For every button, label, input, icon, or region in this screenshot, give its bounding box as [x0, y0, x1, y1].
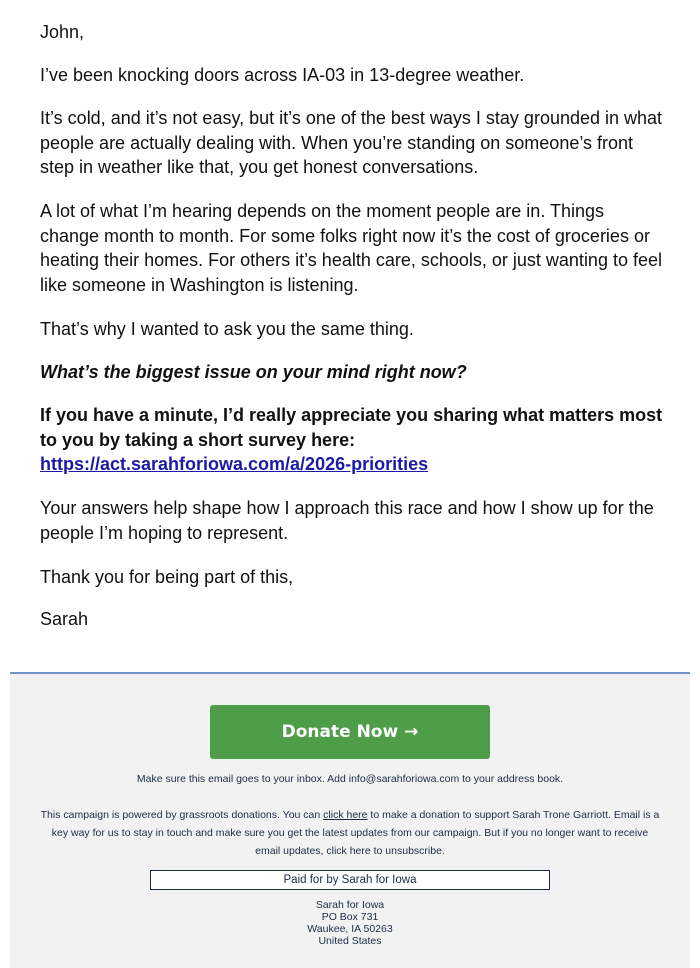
closing-line: Thank you for being part of this, [40, 567, 294, 587]
mailing-address [10, 899, 690, 947]
survey-link[interactable]: https://act.sarahforiowa.com/a/2026-priorities [40, 454, 429, 474]
address-country: United States [318, 935, 382, 947]
address-po-box: PO Box 731 [321, 911, 379, 923]
signature: Sarah [40, 609, 89, 629]
grassroots-text-post: to make a donation to support Sarah Trone Garriott. Email is a key way for us to stay in touch and make sure you get the latest updates from our campaign. But if you no longer want to receive email updates, click here to unsubscribe. [51, 809, 660, 857]
paragraph-cold-weather: It’s cold, and it’s not easy, but it’s one of the best ways I stay grounded in what people are actually dealing with. When you’re standing on someone’s front step in weather like that, you get honest conversations. [40, 108, 663, 177]
donate-now-button[interactable]: Donate Now → [210, 705, 490, 759]
paragraph-knocking-doors: I’ve been knocking doors across IA-03 in 13-degree weather. [40, 65, 525, 85]
paragraph-ask-you: That’s why I wanted to ask you the same thing. [40, 319, 414, 339]
paragraph-answers-help: Your answers help shape how I approach this race and how I show up for the people I’m hoping to represent. [40, 498, 654, 543]
address-city: Waukee, IA 50263 [307, 923, 393, 935]
grassroots-text-pre: This campaign is powered by grassroots donations. You can [40, 809, 324, 821]
email-footer [10, 672, 690, 968]
greeting: John, [40, 22, 85, 42]
survey-request [40, 403, 665, 477]
paid-for-box: Paid for by Sarah for Iowa [150, 870, 550, 890]
donate-click-here-link[interactable]: click here [323, 809, 368, 821]
address-org: Sarah for Iowa [315, 899, 385, 911]
paragraph-what-im-hearing: A lot of what I’m hearing depends on the moment people are in. Things change month to month. For some folks right now it’s the cost of groceries or heating their homes. For others it’s health care, schools, or just wanting to feel like someone in Washington is listening. [40, 201, 662, 295]
inbox-note: Make sure this email goes to your inbox. Add info@sarahforiowa.com to your address book. [136, 773, 564, 785]
biggest-issue-question: What’s the biggest issue on your mind right now? [40, 362, 467, 382]
grassroots-disclaimer [40, 806, 660, 860]
survey-request-text: If you have a minute, I’d really appreciate you sharing what matters most to you by taking a short survey here: [40, 405, 663, 450]
